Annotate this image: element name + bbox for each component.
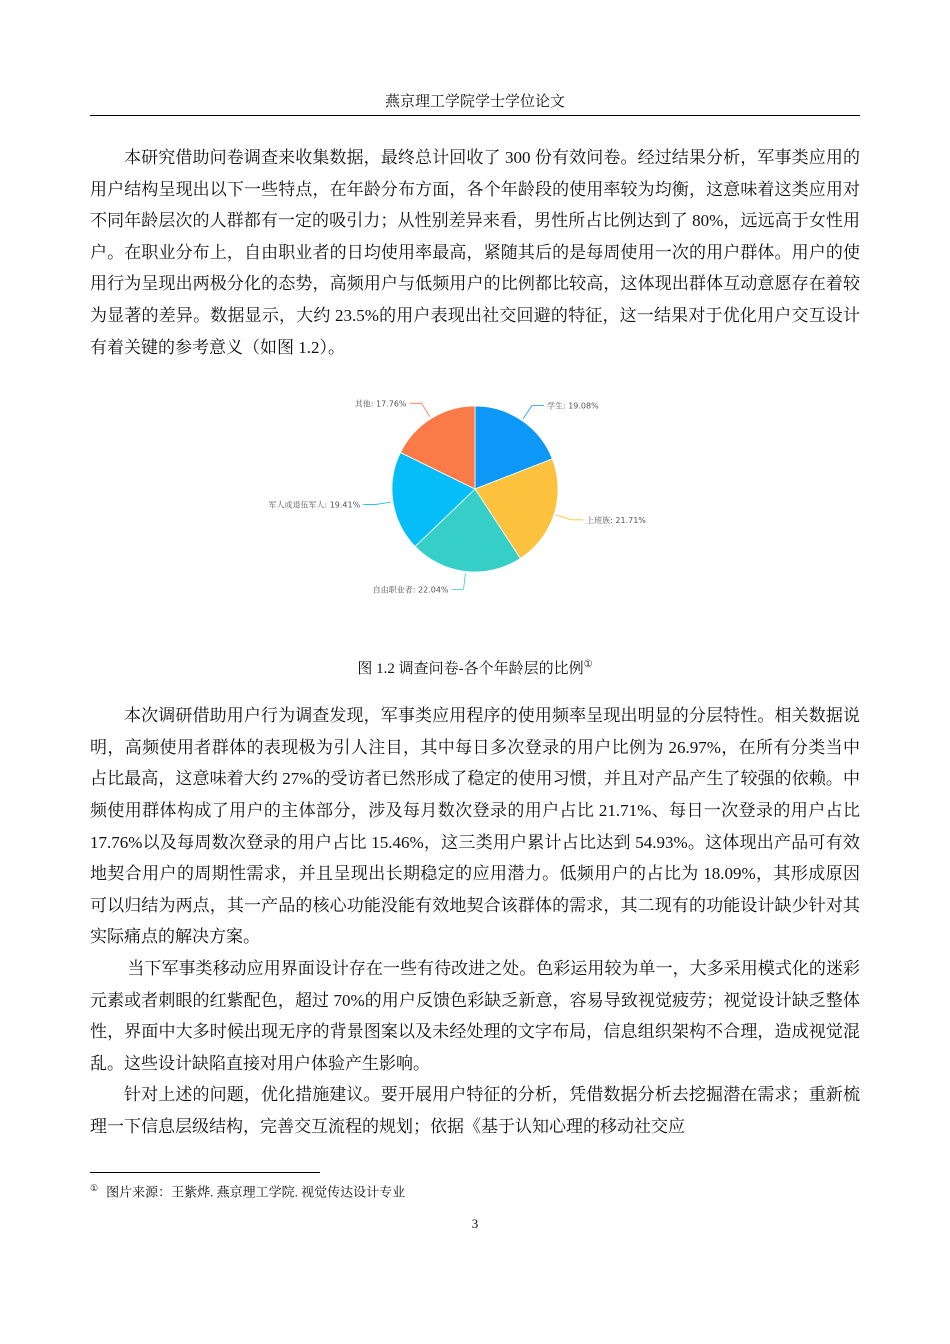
leader-line-1: [556, 515, 583, 520]
caption-text: 图 1.2 调查问卷-各个年龄层的比例: [357, 661, 584, 678]
footnote-mark: ①: [90, 1183, 99, 1194]
page-number: 3: [471, 1215, 479, 1231]
figure: [90, 377, 860, 617]
footnote-area: [90, 1172, 860, 1201]
pie-label-3: 军人或退伍军人: 19.41%: [268, 500, 361, 510]
footnote-ref: ①: [583, 659, 593, 671]
pie-label-4: 其他: 17.76%: [354, 399, 407, 409]
figure-caption: [90, 657, 860, 678]
footnote: [90, 1179, 860, 1201]
paragraph-optimization: 针对上述的问题，优化措施建议。要开展用户特征的分析，凭借数据分析去挖掘潜在需求；重新梳理一下信息层级结构，完善交互流程的规划；依据《基于认知心理的移动社交应: [90, 1085, 860, 1136]
paragraph-design-issues: 当下军事类移动应用界面设计存在一些有待改进之处。色彩运用较为单一，大多采用模式化的迷彩元素或者刺眼的红紫配色，超过 70%的用户反馈色彩缺乏新意，容易导致视觉疲劳；视觉设计缺乏整体性，界面中大多时候出现无序的背景图案以及未经处理的文字布局，信息组织架构不合理，造成视觉混乱。这些设计缺陷直接对用户体验产生影响。: [90, 958, 860, 1073]
occupation-pie-chart: [250, 377, 700, 617]
paragraph-usage-frequency: 本次调研借助用户行为调查发现，军事类应用程序的使用频率呈现出明显的分层特性。相关数据说明，高频使用者群体的表现极为引人注目，其中每日多次登录的用户比例为 26.97%，在所有分类当中占比最高，这意味着大约 27%的受访者已然形成了稳定的使用习惯，并且对产品产生了较强的依赖。中频使用群体构成了用户的主体部分，涉及每月数次登录的用户占比 21.71%、每日一次登录的用户占比 17.76%以及每周数次登录的用户占比 15.46%，这三类用户累计占比达到 54.93%。这体现出产品可有效地契合用户的周期性需求，并且呈现出长期稳定的应用潜力。低频用户的占比为 18.09%，其形成原因可以归结为两点，其一产品的核心功能没能有效地契合该群体的需求，其二现有的功能设计缺少针对其实际痛点的解决方案。: [90, 706, 860, 947]
leader-line-4: [410, 403, 430, 417]
page-header: 燕京理工学院学士学位论文: [90, 90, 860, 116]
leader-line-0: [523, 406, 544, 419]
footnote-divider: [90, 1172, 320, 1173]
pie-label-1: 上班族: 21.71%: [586, 515, 646, 525]
footnote-text: 图片来源：王紫烨. 燕京理工学院. 视觉传达设计专业: [106, 1184, 406, 1200]
paragraph-survey-intro: 本研究借助问卷调查来收集数据，最终总计回收了 300 份有效问卷。经过结果分析，军事类应用的用户结构呈现出以下一些特点，在年龄分布方面，各个年龄段的使用率较为均衡，这意味着这类应用对不同年龄层次的人群都有一定的吸引力；从性别差异来看，男性所占比例达到了 80%，远远高于女性用户。在职业分布上，自由职业者的日均使用率最高，紧随其后的是每周使用一次的用户群体。用户的使用行为呈现出两极分化的态势，高频用户与低频用户的比例都比较高，这体现出群体互动意愿存在着较为显著的差异。数据显示，大约 23.5%的用户表现出社交回避的特征，这一结果对于优化用户交互设计有着关键的参考意义（如图 1.2）。: [90, 148, 860, 357]
pie-label-0: 学生: 19.08%: [546, 401, 599, 411]
leader-line-3: [363, 502, 391, 504]
leader-line-2: [452, 574, 466, 590]
pie-label-2: 自由职业者: 22.04%: [372, 585, 449, 595]
